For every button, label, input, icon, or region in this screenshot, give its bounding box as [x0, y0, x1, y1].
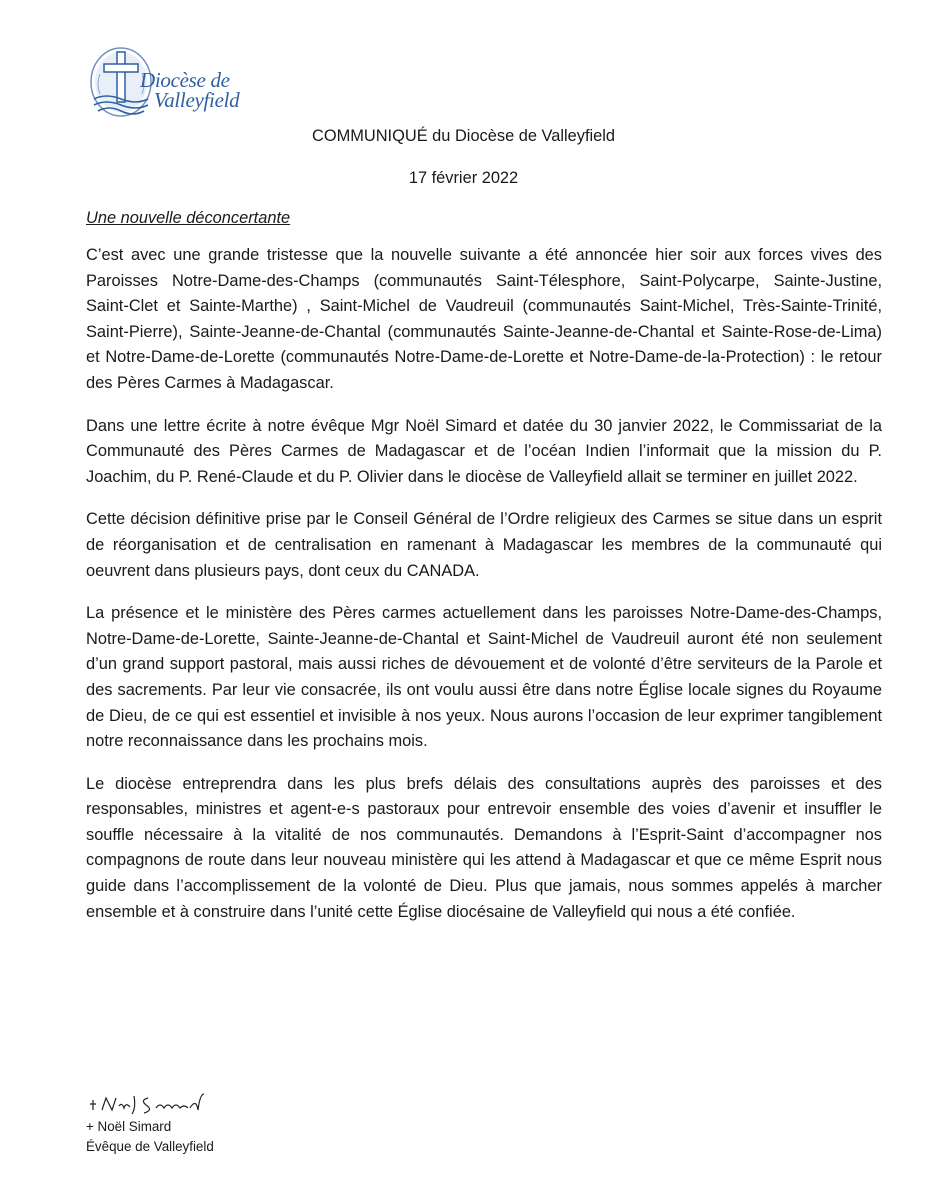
paragraph: Cette décision définitive prise par le Conseil Général de l’Ordre religieux des Carmes se situe dans un esprit de réorganisation et de centralisation en ramenant à Madagascar les membres de la communauté qui oeuvrent dans plusieurs pays, dont ceux du CANADA.	[86, 510, 882, 580]
document-date: 17 février 2022	[408, 169, 519, 187]
signatory-name: + Noël Simard	[86, 1119, 172, 1134]
paragraph: C’est avec une grande tristesse que la nouvelle suivante a été annoncée hier soir aux forces vives des Paroisses Notre-Dame-des-Champs (communautés Saint-Télesphore, Saint-Polycarpe, Sainte-Justine, Saint-Clet et Sainte-Marthe) , Saint-Michel de Vaudreuil (communautés Saint-Michel, Très-Sainte-Trinité, Saint-Pierre), Sainte-Jeanne-de-Chantal (communautés Sainte-Jeanne-de-Chantal et Sainte-Rose-de-Lima) et Notre-Dame-de-Lorette (communautés Notre-Dame-de-Lorette et Notre-Dame-de-la-Protection) : le retour des Pères Carmes à Madagascar.	[86, 246, 882, 392]
handwritten-signature	[86, 1088, 216, 1120]
signatory-title: Évêque de Valleyfield	[86, 1139, 214, 1154]
document-subtitle: Une nouvelle déconcertante	[86, 209, 291, 227]
logo-text-line-2: Valleyfield	[154, 88, 240, 112]
paragraph: Le diocèse entreprendra dans les plus brefs délais des consultations auprès des paroisses et des responsables, ministres et agent-e-s pastoraux pour entrevoir ensemble des voies d’avenir et insuffler le souffle nécessaire à la vitalité de nos communautés. Demandons à l’Esprit-Saint d’accompagner nos compagnons de route dans leur nouveau ministère qui les attend à Madagascar et que ce même Esprit nous guide dans l’accomplissement de la volonté de Dieu. Plus que jamais, nous sommes appelés à marcher ensemble et à construire dans l’unité cette Église diocésaine de Valleyfield qui nous a été confiée.	[86, 774, 882, 921]
diocese-logo	[86, 44, 246, 122]
document-title: COMMUNIQUÉ du Diocèse de Valleyfield	[311, 127, 616, 145]
paragraph: Dans une lettre écrite à notre évêque Mgr Noël Simard et datée du 30 janvier 2022, le Commissariat de la Communauté des Pères Carmes de Madagascar et de l’océan Indien l’informait que la mission du P. Joachim, du P. René-Claude et du P. Olivier dans le diocèse de Valleyfield allait se terminer en juillet 2022.	[86, 416, 882, 486]
paragraph: La présence et le ministère des Pères carmes actuellement dans les paroisses Notre-Dame-des-Champs, Notre-Dame-de-Lorette, Sainte-Jeanne-de-Chantal et Saint-Michel de Vaudreuil auront été non seulement d’un grand support pastoral, mais aussi riches de dévouement et de volonté d’être serviteurs de la Parole et des sacrements. Par leur vie consacrée, ils ont voulu aussi être dans notre Église locale signes du Royaume de Dieu, de ce qui est essentiel et invisible à nos yeux. Nous aurons l’occasion de leur exprimer tangiblement notre reconnaissance dans les prochains mois.	[86, 604, 882, 751]
document-body	[86, 243, 882, 942]
logo-text-line-1: Diocèse de	[140, 68, 230, 92]
